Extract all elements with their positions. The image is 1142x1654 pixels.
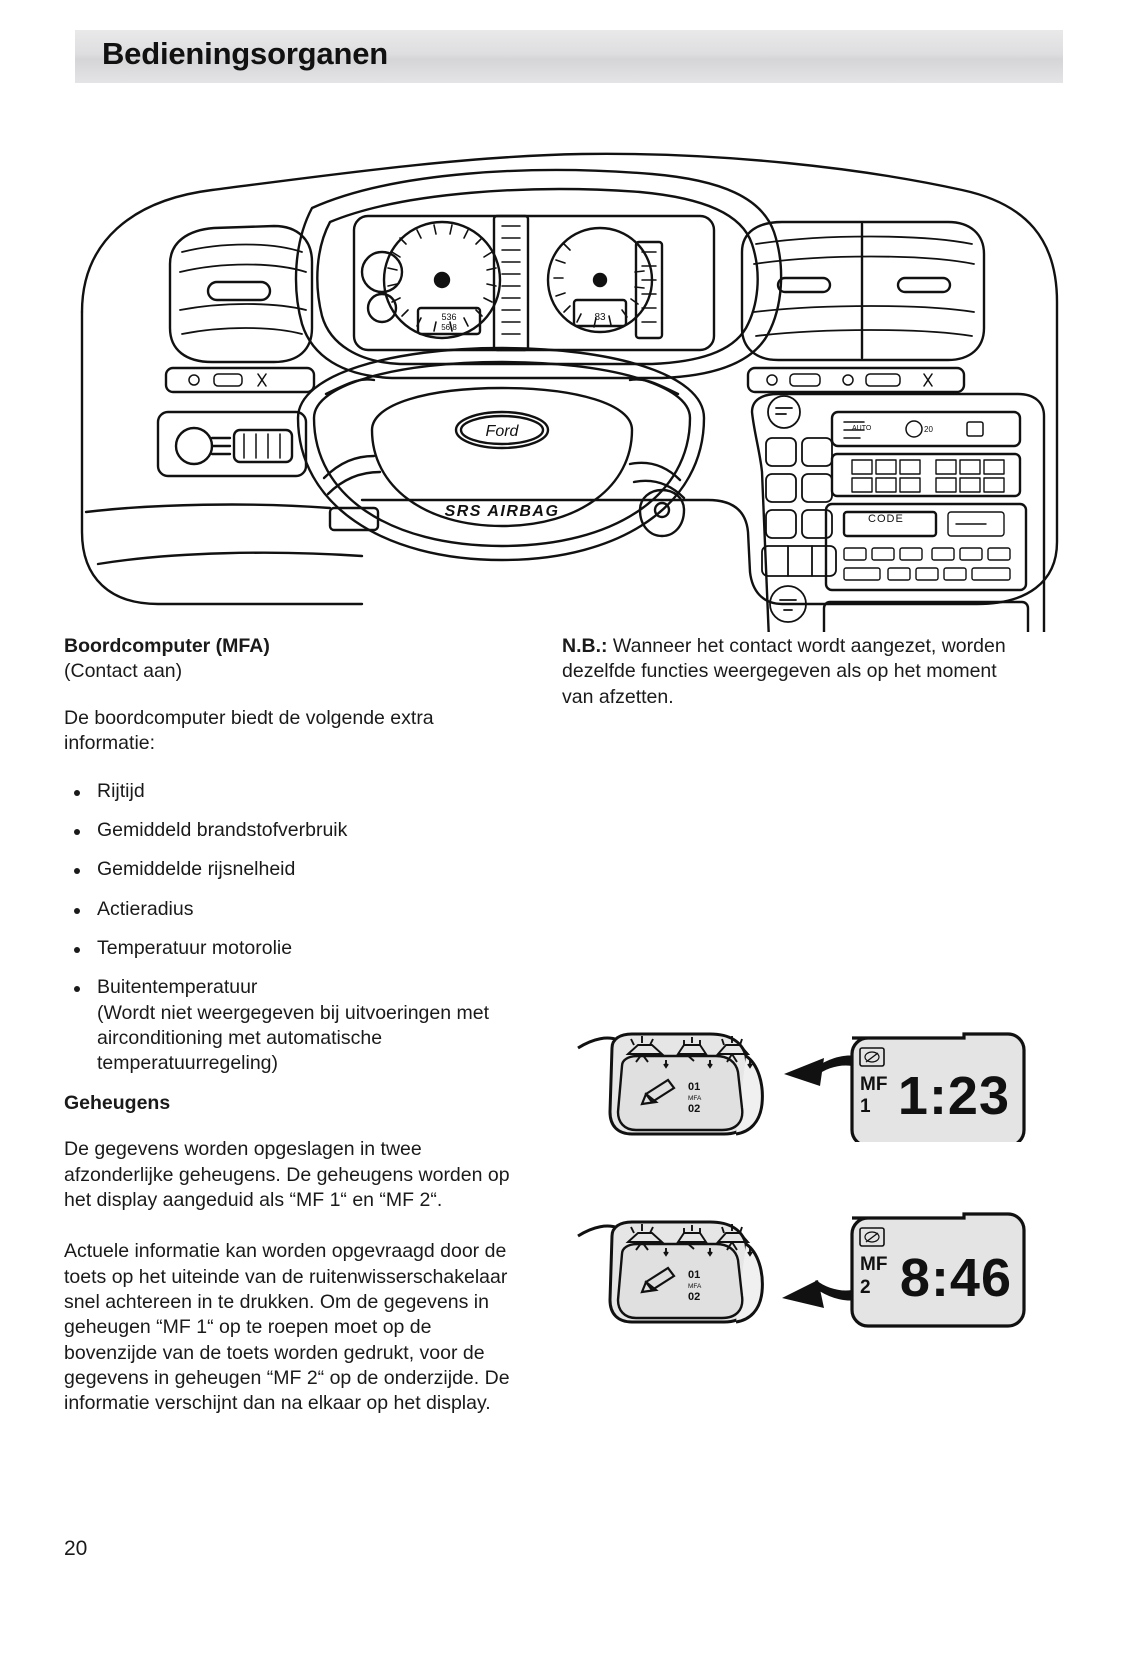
arrow-down-icon	[782, 1280, 856, 1308]
note-label: N.B.:	[562, 635, 608, 657]
intro-paragraph: De boordcomputer biedt de volgende extra informatie:	[64, 706, 434, 755]
climate-auto-label: AUTO	[852, 425, 872, 432]
stalk-label-02: 02	[688, 1291, 701, 1303]
climate-temp-label: 20	[924, 425, 933, 434]
figure-mfa-memory-2	[560, 1200, 1040, 1340]
radio-code-label: CODE	[868, 513, 904, 525]
stalk-label-mfa: MFA	[688, 1095, 702, 1102]
lcd-memory-label-2: MF	[860, 1254, 888, 1275]
stalk-label-01: 01	[688, 1269, 701, 1281]
lcd-memory-label-1: MF	[860, 1074, 888, 1095]
note-text: Wanneer het contact wordt aangezet, worden dezelfde functies weergegeven als op het moment van afzetten.	[562, 635, 1006, 708]
list-item	[64, 779, 524, 804]
list-item-label: Actieradius	[97, 897, 194, 920]
list-item	[64, 897, 524, 922]
arrow-up-icon	[784, 1056, 856, 1086]
list-item-label: Temperatuur motorolie	[97, 936, 293, 959]
section-subheading: (Contact aan)	[64, 659, 183, 682]
stalk-label-01: 01	[688, 1081, 701, 1093]
list-item-note: (Wordt niet weergegeven bij uitvoeringen met airconditioning met automatische temperatuurregeling)	[97, 1001, 490, 1075]
stalk-label-02: 02	[688, 1103, 701, 1115]
lcd-memory-number-2: 2	[860, 1277, 871, 1298]
list-item	[64, 936, 524, 961]
note-paragraph	[562, 634, 1032, 710]
aux-display-value: 83	[594, 312, 606, 323]
section-heading-boordcomputer: Boordcomputer (MFA)	[64, 635, 270, 657]
page-number: 20	[64, 1537, 88, 1560]
usage-paragraph: Actuele informatie kan worden opgevraagd door de toets op het uiteinde van de ruitenwisserschakelaar snel achtereen in te drukken. Om de gegevens in geheugen “MF 1“ op te roepen moet op de bovenzijde van de toets worden gedrukt, voor de gegevens in geheugen “MF 2“ op de onderzijde. De informatie verschijnt dan na elkaar op het display.	[64, 1240, 510, 1415]
right-text-column	[562, 634, 1032, 710]
memory-paragraph: De gegevens worden opgeslagen in twee afzonderlijke geheugens. De geheugens worden op het display aangeduid als “MF 1“ en “MF 2“.	[64, 1138, 510, 1211]
stalk-label-mfa: MFA	[688, 1283, 702, 1290]
ford-brand-label: Ford	[485, 423, 519, 440]
list-item	[64, 818, 524, 843]
page-title: Bedieningsorganen	[102, 36, 388, 71]
trip-value: 56.8	[441, 323, 457, 332]
odometer-value: 536	[441, 312, 457, 322]
left-text-column	[64, 634, 524, 1417]
list-item	[64, 857, 524, 882]
lcd-value-2: 8:46	[899, 1248, 1012, 1308]
lcd-value-1: 1:23	[897, 1066, 1010, 1126]
list-item-label: Rijtijd	[97, 779, 145, 802]
list-item-label: Gemiddelde rijsnelheid	[97, 858, 296, 881]
airbag-label: SRS AIRBAG	[444, 503, 560, 520]
list-item	[64, 975, 524, 1076]
figure-mfa-memory-1	[560, 1012, 1040, 1142]
dashboard-illustration	[62, 112, 1072, 632]
lcd-memory-number-1: 1	[860, 1096, 871, 1117]
feature-list	[64, 779, 524, 1077]
list-item-label: Gemiddeld brandstofverbruik	[97, 818, 348, 841]
list-item-label: Buitentemperatuur	[97, 976, 258, 999]
section-heading-geheugens: Geheugens	[64, 1091, 171, 1114]
